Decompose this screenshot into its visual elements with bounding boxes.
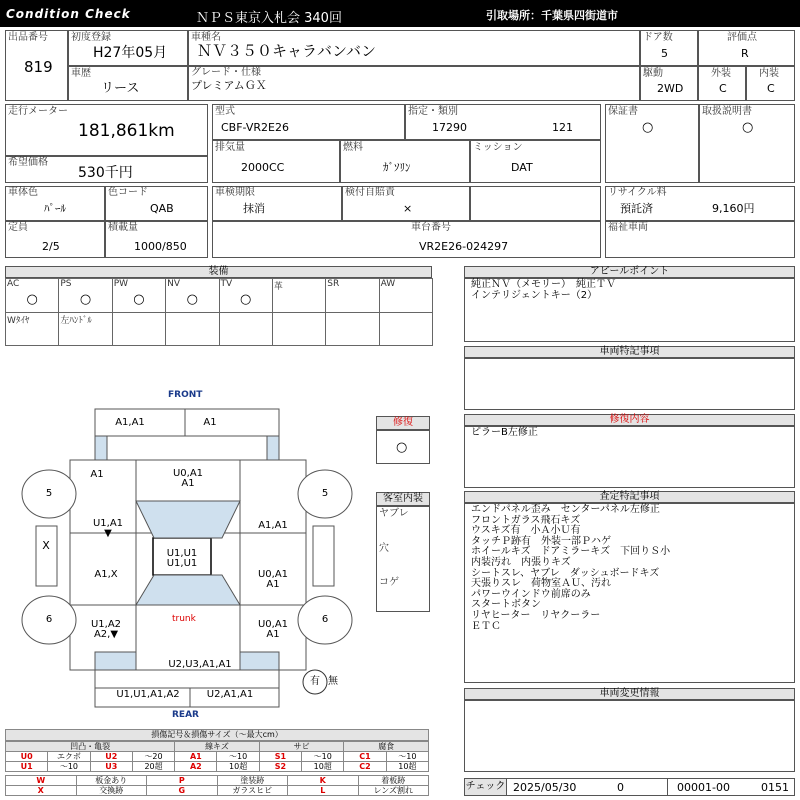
equipment-value: ○ (240, 292, 252, 307)
damage-door-rear-left: A1,X (94, 569, 118, 580)
welfare-label: 福祉車両 (608, 222, 648, 233)
fuel-box (340, 140, 470, 183)
colorcode-label: 色コード (108, 187, 148, 198)
equipment-cell (58, 278, 112, 313)
change-box (464, 700, 795, 772)
class-box (405, 104, 601, 140)
ext-box (698, 66, 746, 101)
odometer-label: 走行メーター (8, 106, 68, 117)
doors-box (640, 30, 698, 66)
color-label: 車体色 (8, 187, 38, 198)
auction-name: ＮＰＳ東京入札会 340回 (196, 11, 342, 26)
damage-hood-center: U0,A1 A1 (172, 468, 204, 489)
footer-bar (464, 778, 795, 796)
equipment-label: 左ﾊﾝﾄﾞﾙ (60, 316, 92, 326)
check-count: 0 (617, 781, 624, 794)
lot-number: 819 (24, 58, 53, 76)
legend-col-4: 腐食 (344, 742, 429, 752)
equipment-title: 装備 (5, 266, 432, 278)
equipment-label: SR (327, 279, 340, 289)
recycle-status: 預託済 (620, 202, 653, 215)
legend-cell: ～10 (217, 752, 259, 762)
inspection-label: 車検期限 (215, 187, 255, 198)
legend-cell: ～10 (48, 762, 90, 772)
drive-value: 2WD (657, 82, 684, 95)
color-box (5, 186, 105, 221)
equipment-cell (5, 278, 59, 313)
warranty-value: ○ (642, 120, 654, 135)
displacement-box (212, 140, 340, 183)
equipment-cell (219, 312, 273, 346)
ext-label: 外装 (711, 68, 731, 79)
recycle-label: リサイクル料 (608, 187, 667, 198)
legend-cell: K (288, 776, 359, 786)
equipment-cell (379, 312, 433, 346)
drive-label: 駆動 (643, 68, 663, 79)
legend-cell: S1 (259, 752, 301, 762)
load-label: 積載量 (108, 222, 138, 233)
manual-label: 取扱説明書 (702, 106, 752, 117)
capacity-box (5, 221, 105, 258)
interior-item-3: コゲ (379, 577, 399, 588)
displacement-value: 2000CC (241, 161, 285, 174)
legend-cell: C2 (344, 762, 386, 772)
legend-cell: A1 (175, 752, 217, 762)
color-value: ﾊﾟｰﾙ (44, 202, 66, 215)
equipment-label: TV (220, 279, 233, 289)
drive-box (640, 66, 698, 101)
equipment-value: ○ (26, 292, 38, 307)
legend-cell: U3 (90, 762, 132, 772)
special-box (464, 358, 795, 410)
damage-hood-left: A1 (90, 469, 104, 480)
mission-label: ミッション (473, 142, 523, 153)
colorcode-box (105, 186, 208, 221)
insurance-label: 検付自賠責 (345, 187, 395, 198)
grade-value: R (741, 47, 749, 60)
trim-box (188, 66, 640, 101)
legend-cell: C1 (344, 752, 386, 762)
type-value: CBF-VR2E26 (221, 121, 289, 134)
history-value: リース (101, 81, 140, 96)
trunk-label: trunk (172, 614, 196, 624)
model-box (188, 30, 640, 66)
spare-tire-present: 有 (310, 676, 320, 687)
class-label: 指定・類別 (408, 106, 458, 117)
legend-cell: ガラスヒビ (217, 786, 288, 796)
tire-rear-left: 6 (45, 614, 53, 625)
tire-rear-right: 6 (321, 614, 329, 625)
equipment-cell (165, 278, 219, 313)
odometer-box (5, 104, 208, 156)
damage-bumper-left: U1,U1,A1,A2 (116, 689, 180, 700)
legend-cell: L (288, 786, 359, 796)
damage-bumper-right: U2,A1,A1 (206, 689, 254, 700)
rear-label: REAR (172, 710, 199, 720)
price-box (5, 156, 208, 183)
ext-value: C (719, 82, 727, 95)
appeal-title: アピールポイント (464, 266, 795, 278)
legend-cell: S2 (259, 762, 301, 772)
lot-label: 出品番号 (8, 32, 48, 43)
appeal-box (464, 278, 795, 342)
chassis-value: VR2E26-024297 (419, 240, 509, 253)
reg-label: 初度登録 (71, 32, 111, 43)
vehicle-diagram (0, 386, 376, 726)
grade-box (698, 30, 795, 66)
int-box (746, 66, 795, 101)
interior-item-2: 穴 (379, 543, 389, 554)
inspection-value: 抹消 (243, 202, 265, 215)
inspect-notes-text: エンドパネル歪み センターパネル左修正 フロントガラス飛石キズ ウスキズ有 小Ａ小Ｕ有 タッチＰ跡有 外装一部Ｐハゲ ホイールキズ ドアミラーキズ 下回りＳ小 内装汚れ 内張りキズ シートスレ、ヤブレ ダッシュボードキズ 天張りスレ 荷物室ＡＵ、汚れ パワーウインドウ前席のみ スタートボタン リヤヒーター リヤクーラー ＥＴＣ (471, 504, 671, 632)
equipment-cell (165, 312, 219, 346)
fuel-label: 燃料 (343, 142, 363, 153)
damage-door-front-right: A1,A1 (258, 520, 288, 531)
repair-mark: ○ (396, 440, 408, 455)
legend-cell: レンズ割れ (358, 786, 429, 796)
doors-label: ドア数 (643, 32, 673, 43)
footer-divider (667, 779, 668, 795)
damage-front-left: A1,A1 (115, 417, 145, 428)
legend-cell: ～10 (302, 752, 344, 762)
legend-cell: A2 (175, 762, 217, 772)
equipment-cell (58, 312, 112, 346)
legend-col-2: 線キズ (175, 742, 260, 752)
legend-cell: U0 (6, 752, 48, 762)
equipment-cell (272, 312, 326, 346)
equipment-label: NV (167, 279, 181, 289)
first-registration: H27年05月 (93, 45, 168, 61)
equipment-cell (112, 312, 166, 346)
damage-roof: U1,U1 U1,U1 (166, 548, 198, 569)
equipment-value: ○ (186, 292, 198, 307)
recycle-box (605, 186, 795, 221)
legend-cell: エクボ (48, 752, 90, 762)
manual-value: ○ (742, 120, 754, 135)
legend-cell: G (147, 786, 218, 796)
equipment-grid (5, 278, 432, 346)
displacement-label: 排気量 (215, 142, 245, 153)
legend-cell: W (6, 776, 77, 786)
tire-front-left: 5 (45, 488, 53, 499)
damage-quarter-left: U1,A2 A2,▼ (90, 619, 122, 640)
insurance-box (342, 186, 470, 221)
special-title: 車両特記事項 (464, 346, 795, 358)
equipment-cell (325, 312, 379, 346)
legend-col-3: サビ (259, 742, 344, 752)
legend-cell: ～20 (132, 752, 174, 762)
int-value: C (767, 82, 775, 95)
capacity-value: 2/5 (42, 240, 60, 253)
type-box (212, 104, 405, 140)
damage-legend (5, 729, 429, 796)
inspect-notes-title: 査定特記事項 (464, 491, 795, 503)
legend-cell: U2 (90, 752, 132, 762)
equipment-label: AC (7, 279, 20, 289)
class-value-2: 121 (552, 121, 573, 134)
fuel-value: ｶﾞｿﾘﾝ (383, 161, 411, 174)
equipment-cell (5, 312, 59, 346)
chassis-label: 車台番号 (411, 222, 451, 233)
equipment-label: 革 (273, 282, 283, 292)
legend-cell: ～10 (386, 752, 428, 762)
history-label: 車歴 (71, 68, 91, 79)
inspect-notes-box (464, 503, 795, 683)
check-date: 2025/05/30 (513, 781, 577, 794)
damage-door-rear-right: U0,A1 A1 (257, 569, 289, 590)
manual-box (699, 104, 795, 183)
blank-box-1 (470, 186, 601, 221)
appeal-text: 純正ＮＶ（メモリー） 純正ＴＶ インテリジェントキー（2） (471, 279, 616, 301)
equipment-cell (219, 278, 273, 313)
repair-detail-title: 修復内容 (464, 414, 795, 426)
trim-value: プレミアムＧＸ (191, 79, 267, 92)
legend-cell: 交換跡 (76, 786, 147, 796)
legend-cell: 10超 (386, 762, 428, 772)
tire-front-right: 5 (321, 488, 329, 499)
equipment-cell (112, 278, 166, 313)
legend-cell: 板金あり (76, 776, 147, 786)
repair-detail-box (464, 426, 795, 488)
equipment-cell (325, 278, 379, 313)
colorcode-value: QAB (150, 202, 174, 215)
damage-door-front-left: U1,A1 ▼ (92, 518, 124, 539)
record-number: 0151 (761, 781, 789, 794)
legend-cell: U1 (6, 762, 48, 772)
int-label: 内装 (759, 68, 779, 79)
equipment-label: AW (380, 279, 396, 289)
equipment-label: Wﾀｲﾔ (7, 316, 30, 326)
legend-table-2 (5, 775, 429, 796)
trim-label: グレード・仕様 (191, 67, 261, 78)
history-box (68, 66, 188, 101)
doors-value: 5 (661, 47, 668, 60)
lot-box (5, 30, 68, 101)
repair-detail-text: ピラーB左修正 (471, 427, 538, 438)
equipment-label: PS (60, 279, 72, 289)
damage-quarter-right: U0,A1 A1 (257, 619, 289, 640)
load-box (105, 221, 208, 258)
legend-cell: 20超 (132, 762, 174, 772)
warranty-label: 保証書 (608, 106, 638, 117)
equipment-cell (379, 278, 433, 313)
front-label: FRONT (168, 390, 203, 400)
price-value: 530千円 (78, 165, 133, 181)
change-title: 車両変更情報 (464, 688, 795, 700)
legend-cell: 塗装跡 (217, 776, 288, 786)
mission-box (470, 140, 601, 183)
price-label: 希望価格 (8, 157, 48, 168)
legend-cell: 10超 (217, 762, 259, 772)
welfare-box (605, 221, 795, 258)
capacity-label: 定員 (8, 222, 28, 233)
damage-front-right: A1 (203, 417, 217, 428)
warranty-box (605, 104, 699, 183)
damage-side-left: X (42, 539, 50, 552)
repair-box (376, 430, 430, 464)
repair-title: 修復 (376, 416, 430, 430)
spare-tire-absent: 無 (328, 676, 338, 687)
equipment-value: ○ (79, 292, 92, 307)
class-value-1: 17290 (432, 121, 467, 134)
legend-col-1: 凹凸・亀裂 (6, 742, 175, 752)
type-label: 型式 (215, 106, 235, 117)
odometer-value: 181,861km (78, 121, 175, 141)
legend-cell: X (6, 786, 77, 796)
damage-rear-center: U2,U3,A1,A1 (168, 659, 232, 670)
legend-cell: 着板跡 (358, 776, 429, 786)
interior-title: 客室内装 (376, 492, 430, 506)
equipment-label: PW (113, 279, 129, 289)
legend-title: 損傷記号＆損傷サイズ（～最大cm） (5, 729, 429, 741)
legend-cell: 10超 (302, 762, 344, 772)
interior-item-1: ヤブレ (379, 508, 409, 519)
model-name: ＮＶ３５０キャラバンバン (197, 42, 376, 60)
header-bar (0, 0, 800, 27)
reg-box (68, 30, 188, 66)
recycle-fee: 9,160円 (712, 202, 755, 215)
legend-table (5, 741, 429, 772)
inspection-box (212, 186, 342, 221)
header-title: Condition Check (6, 7, 131, 21)
load-value: 1000/850 (134, 240, 187, 253)
interior-box (376, 506, 430, 612)
mission-value: DAT (511, 161, 533, 174)
record-id: 00001-00 (677, 781, 730, 794)
insurance-value: × (403, 202, 413, 215)
equipment-value: ○ (133, 292, 145, 307)
legend-cell: P (147, 776, 218, 786)
chassis-box (212, 221, 601, 258)
equipment-cell (272, 278, 326, 313)
grade-label: 評価点 (727, 32, 757, 43)
model-label: 車種名 (191, 32, 221, 43)
check-label: チェック (465, 779, 507, 795)
pickup-location: 引取場所：千葉県四街道市 (486, 9, 618, 22)
